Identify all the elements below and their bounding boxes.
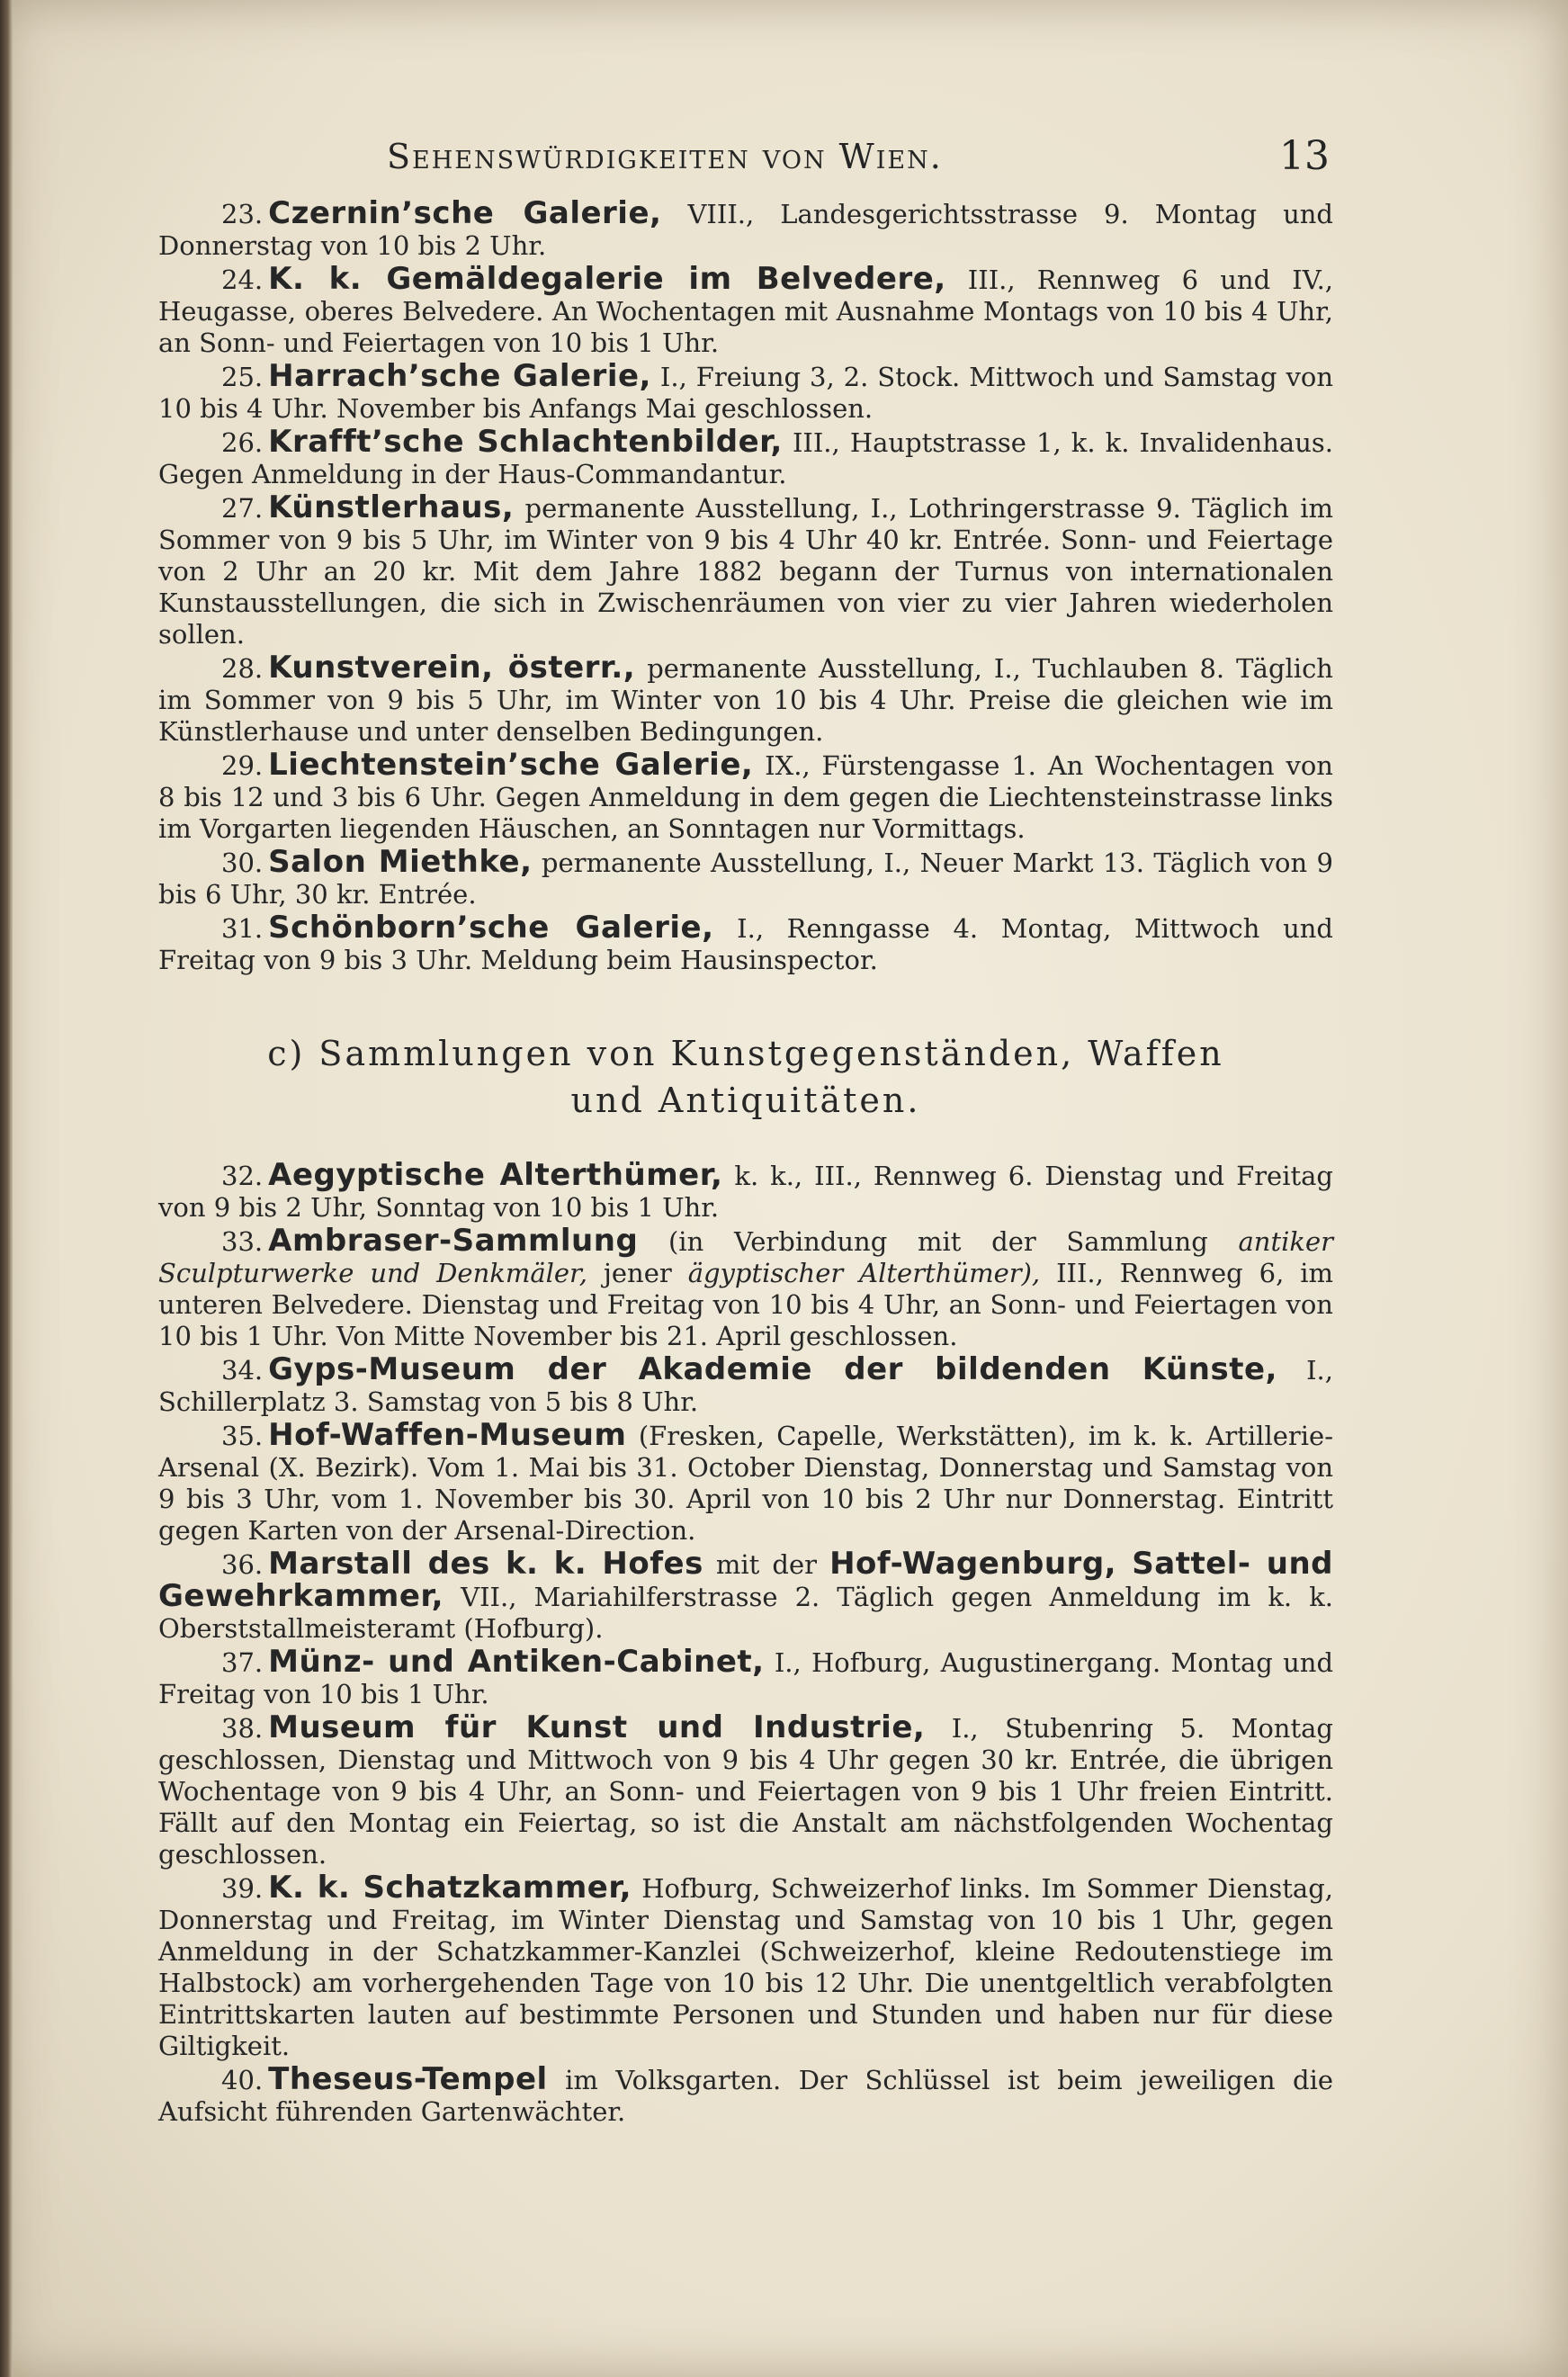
entry-number: 34.	[221, 1355, 264, 1386]
entry-number: 29.	[221, 750, 264, 781]
entry-body: I., Renngasse 4. Montag, Mittwoch und Freitag von 9 bis 3 Uhr. Meldung beim Hausinspector.	[158, 913, 1333, 975]
entry-26	[158, 426, 1333, 490]
entry-body: IX., Fürstengasse 1. An Wochentagen von 8 bis 12 und 3 bis 6 Uhr. Gegen Anmeldung in dem gegen die Liechtensteinstrasse links im Vorgarten liegenden Häuschen, an Sonntagen nur Vormittags.	[158, 750, 1333, 844]
entry-34	[158, 1351, 1333, 1418]
page-number: 13	[1279, 133, 1330, 179]
entry-33	[158, 1225, 1333, 1352]
section-heading	[158, 1030, 1333, 1124]
entry-40	[158, 2061, 1333, 2128]
entry-title: Museum für Kunst und Industrie,	[268, 1709, 926, 1745]
entry-30	[158, 844, 1333, 910]
entry-body: permanente Ausstellung, I., Lothringerstrasse 9. Täglich im Sommer von 9 bis 5 Uhr, im Winter von 9 bis 4 Uhr 40 kr. Entrée. Sonn- und Feiertage von 2 Uhr an 20 kr. Mit dem Jahre 1882 begann der Turnus von internationalen Kunstausstellungen, die sich in Zwischenräumen von vier zu vier Jahren wiederholen sollen.	[158, 493, 1333, 650]
entry-38	[158, 1709, 1333, 1870]
entry-39	[158, 1872, 1333, 2062]
entry-37	[158, 1646, 1333, 1710]
entry-body: III., Rennweg 6 und IV., Heugasse, oberes Belvedere. An Wochentagen mit Ausnahme Montags von 10 bis 4 Uhr, an Sonn- und Feiertagen von 10 bis 1 Uhr.	[158, 265, 1333, 358]
entry-body-pre: (in Verbindung mit der Sammlung	[638, 1226, 1239, 1257]
entry-title: Theseus-Tempel	[268, 2061, 548, 2097]
entry-title: Krafft’sche Schlachtenbilder,	[268, 424, 783, 460]
entry-title: K. k. Gemäldegalerie im Belvedere,	[268, 261, 946, 297]
section-heading-line-2: und Antiquitäten.	[570, 1081, 921, 1120]
running-head: Sehenswürdigkeiten von Wien.	[387, 137, 943, 176]
entry-36	[158, 1548, 1333, 1645]
entry-body: VII., Mariahilferstrasse 2. Täglich gegen Anmeldung im k. k. Oberststallmeisteramt (Hofburg).	[158, 1582, 1333, 1644]
entry-title: Kunstverein, österr.,	[268, 650, 636, 686]
entry-number: 32.	[221, 1161, 264, 1191]
entry-number: 31.	[221, 913, 264, 944]
entry-body: I., Freiung 3, 2. Stock. Mittwoch und Samstag von 10 bis 4 Uhr. November bis Anfangs Mai geschlossen.	[158, 362, 1334, 424]
entry-number: 36.	[221, 1549, 264, 1580]
entry-title: Salon Miethke,	[268, 844, 533, 880]
entry-28	[158, 652, 1333, 748]
entry-24	[158, 261, 1333, 359]
text-column	[158, 195, 1334, 2130]
entry-title: Künstlerhaus,	[268, 489, 515, 525]
entry-number: 23.	[221, 199, 264, 229]
entry-31	[158, 912, 1333, 976]
entry-body: (Fresken, Capelle, Werkstätten), im k. k. Artillerie-Arsenal (X. Bezirk). Vom 1. Mai bis 31. October Dienstag, Donnerstag und Samstag von 9 bis 3 Uhr, vom 1. November bis 30. April von 10 bis 2 Uhr nur Donnerstag. Eintritt gegen Karten von der Arsenal-Direction.	[158, 1421, 1333, 1546]
section-heading-line-1: c) Sammlungen von Kunstgegenständen, Waffen	[267, 1034, 1224, 1073]
entry-title: Hof-Waffen-Museum	[268, 1417, 627, 1453]
entry-title: Münz- und Antiken-Cabinet,	[268, 1644, 765, 1680]
entry-body-italic: ägyptischer Alterthümer),	[687, 1258, 1041, 1288]
entry-23	[158, 195, 1333, 262]
entry-body: VIII., Landesgerichtsstrasse 9. Montag und Donnerstag von 10 bis 2 Uhr.	[158, 199, 1333, 261]
entry-title: Liechtenstein’sche Galerie,	[268, 747, 754, 783]
entry-body: permanente Ausstellung, I., Tuchlauben 8. Täglich im Sommer von 9 bis 5 Uhr, im Winter von 10 bis 4 Uhr. Preise die gleichen wie im Künstlerhause und unter denselben Bedingungen.	[158, 653, 1333, 747]
entry-body: I., Schillerplatz 3. Samstag von 5 bis 8 Uhr.	[158, 1355, 1333, 1417]
entry-body: III., Hauptstrasse 1, k. k. Invalidenhaus. Gegen Anmeldung in der Haus-Commandantur.	[158, 427, 1333, 489]
entry-title: Harrach’sche Galerie,	[268, 358, 651, 394]
entry-body: im Volksgarten. Der Schlüssel ist beim jeweiligen die Aufsicht führenden Gartenwächter.	[158, 2065, 1333, 2127]
entry-title: Marstall des k. k. Hofes	[268, 1546, 703, 1582]
entry-number: 24.	[221, 265, 264, 295]
entry-body: I., Hofburg, Augustinergang. Montag und Freitag von 10 bis 1 Uhr.	[158, 1647, 1334, 1709]
entry-body-mid: mit der	[703, 1549, 830, 1580]
entry-number: 25.	[221, 362, 264, 392]
entry-number: 26.	[221, 427, 264, 458]
entry-number: 40.	[221, 2065, 264, 2095]
entry-body: I., Stubenring 5. Montag geschlossen, Dienstag und Mittwoch von 9 bis 4 Uhr gegen 30 kr. Entrée, die übrigen Wochentage von 9 bis 4 Uhr, an Sonn- und Feiertagen von 9 bis 1 Uhr freien Eintritt. Fällt auf den Montag ein Feiertag, so ist die Anstalt am nächstfolgenden Wochentag geschlossen.	[158, 1713, 1333, 1870]
entry-25	[158, 358, 1334, 425]
entry-27	[158, 489, 1333, 650]
entry-body: Hofburg, Schweizerhof links. Im Sommer Dienstag, Donnerstag und Freitag, im Winter Dienstag und Samstag von 10 bis 1 Uhr, gegen Anmeldung in der Schatzkammer-Kanzlei (Schweizerhof, kleine Redoutenstiege im Halbstock) am vorhergehenden Tage von 10 bis 12 Uhr. Die unentgeltlich verabfolgten Eintrittskarten lauten auf bestimmte Personen und Stunden und haben nur für diese Giltigkeit.	[158, 1873, 1334, 2061]
entry-number: 38.	[221, 1713, 264, 1744]
entry-body-post: III., Rennweg 6, im unteren Belvedere. Dienstag und Freitag von 10 bis 4 Uhr, an Sonn- und Feiertagen von 10 bis 1 Uhr. Von Mitte November bis 21. April geschlossen.	[158, 1258, 1333, 1351]
entry-body-italic: antiker Sculpturwerke und Denkmäler,	[158, 1226, 1333, 1288]
entry-title: Schönborn’sche Galerie,	[268, 910, 714, 946]
entry-title-2: Hof-Wagenburg, Sattel- und Gewehrkammer,	[158, 1546, 1333, 1614]
entry-number: 39.	[221, 1873, 264, 1904]
entry-number: 27.	[221, 493, 264, 524]
entry-number: 33.	[221, 1226, 264, 1257]
entry-body: permanente Ausstellung, I., Neuer Markt 13. Täglich von 9 bis 6 Uhr, 30 kr. Entrée.	[158, 848, 1333, 910]
entry-35	[158, 1417, 1333, 1547]
entry-title: Ambraser-Sammlung	[268, 1223, 639, 1259]
entry-32	[158, 1157, 1333, 1224]
entry-title: Gyps-Museum der Akademie der bildenden Künste,	[268, 1351, 1277, 1387]
entry-number: 35.	[221, 1421, 264, 1451]
entry-body-mid: jener	[587, 1258, 688, 1288]
entry-title: Aegyptische Alterthümer,	[268, 1157, 723, 1193]
entry-number: 30.	[221, 848, 264, 878]
entry-29	[158, 749, 1333, 845]
entry-title: Czernin’sche Galerie,	[268, 195, 662, 231]
entry-body: k. k., III., Rennweg 6. Dienstag und Freitag von 9 bis 2 Uhr, Sonntag von 10 bis 1 Uhr.	[158, 1161, 1333, 1223]
entry-number: 37.	[221, 1647, 264, 1678]
entry-title: K. k. Schatzkammer,	[268, 1870, 632, 1906]
entry-number: 28.	[221, 653, 264, 684]
